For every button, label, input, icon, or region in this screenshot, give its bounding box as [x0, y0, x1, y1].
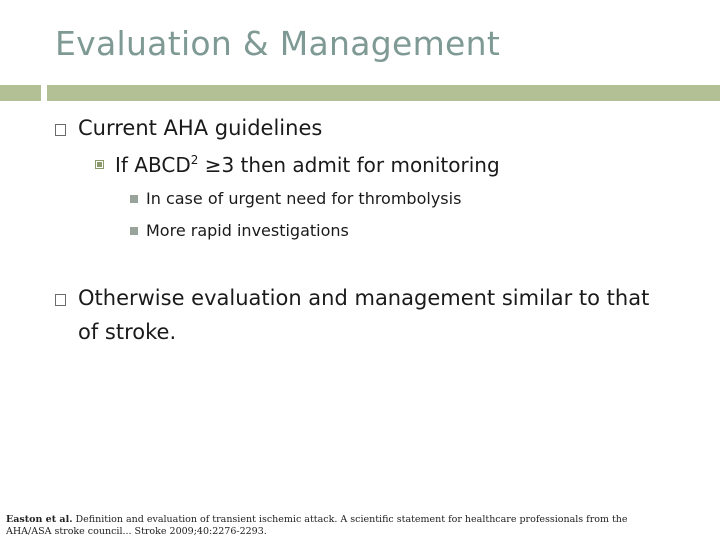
abcd-superscript: 2 [190, 153, 199, 167]
abcd-text: If ABCD [115, 153, 191, 177]
small-square-bullet-icon [130, 195, 138, 203]
citation-text: Definition and evaluation of transient ischemic attack. A scientific statement for healthcare professionals from the AHA/ASA stroke council... Stroke 2009;40:2276-2293. [6, 514, 628, 537]
hollow-square-bullet-icon [55, 294, 66, 306]
title-accent-bar-left [0, 85, 41, 101]
admit-text: ≥3 then admit for monitoring [198, 153, 500, 177]
bullet-abcd2-admit [115, 153, 500, 177]
hollow-square-bullet-icon [55, 124, 66, 136]
bullet-otherwise-line2: of stroke. [78, 320, 177, 344]
filled-square-bullet-icon [95, 160, 104, 169]
citation-footnote [6, 514, 666, 538]
bullet-aha-guidelines: Current AHA guidelines [78, 116, 323, 140]
small-square-bullet-icon [130, 227, 138, 235]
title-accent-bar-right [47, 85, 720, 101]
bullet-otherwise-line1: Otherwise evaluation and management similar to that [78, 286, 650, 310]
bullet-thrombolysis: In case of urgent need for thrombolysis [146, 189, 462, 208]
bullet-rapid-investigations: More rapid investigations [146, 221, 349, 240]
citation-authors: Easton et al. [6, 514, 73, 525]
slide-title: Evaluation & Management [55, 24, 501, 63]
